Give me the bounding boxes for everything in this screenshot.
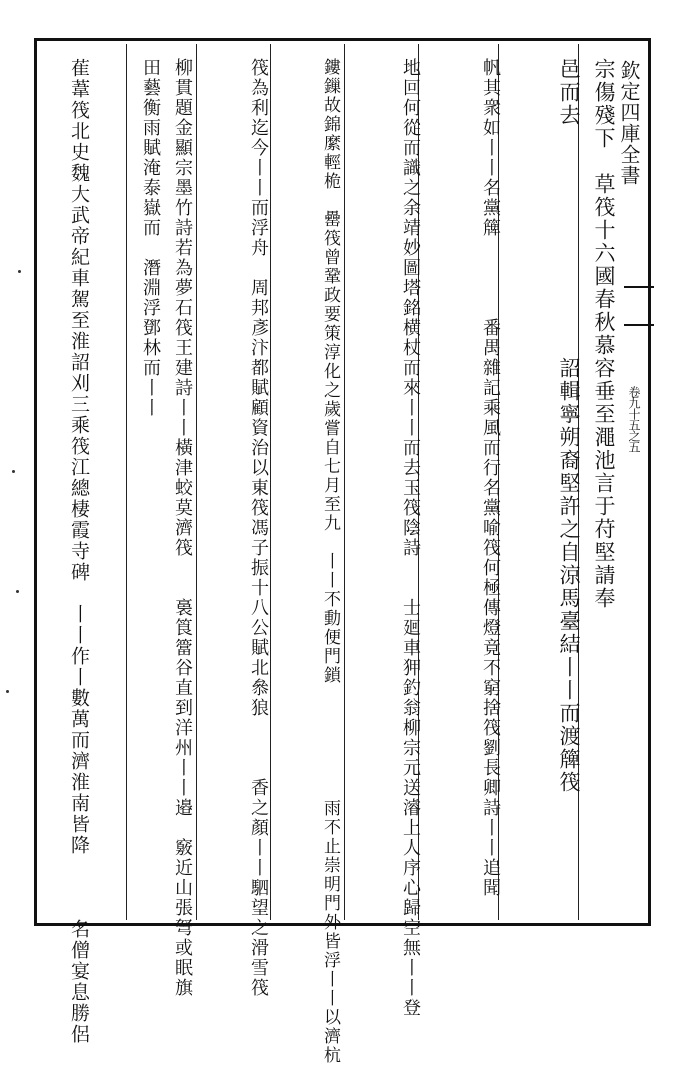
text-column-8: 田藝衡雨賦淹泰嶽而 潛淵浮鄧林而丨丨 <box>140 58 161 418</box>
text-column-2: 邑而去 詔輯寧朔裔堅許之自涼馬臺結丨丨而渡簰筏 <box>557 58 581 794</box>
scan-speck <box>16 590 19 593</box>
fishtail-mark <box>624 286 654 326</box>
scan-speck <box>12 470 15 473</box>
column-rule <box>126 44 127 920</box>
text-column-5: 鏤鏁故錦縻輕桅 罍筏曾鞏政要策淳化之歲嘗自七月至九 丨丨不動便門鎖 雨不止崇明門外皆浮丨丨以濟杭 <box>320 58 340 1065</box>
text-column-9: 萑葦筏北史魏大武帝紀車駕至淮詔刈三乘筏江總棲霞寺碑 丨丨作丨數萬而濟淮南皆降 名僧宴息勝侶 <box>68 58 90 1045</box>
text-column-1: 宗傷殘下 草筏十六國春秋慕容垂至澠池言于苻堅請奉 <box>592 58 616 610</box>
scan-speck <box>6 690 9 693</box>
scan-speck <box>18 270 21 273</box>
book-title: 欽定四庫全書 <box>617 60 641 186</box>
text-column-4: 地回何從而識之余靖妙圖塔銘横杖而來丨丨而去玉筏陰詩 士廻車狎釣翁柳宗元送濬上人序心歸空無丨丨登 <box>400 58 421 1018</box>
volume-label: 卷九十五之五 <box>627 386 641 452</box>
column-rule <box>196 44 197 920</box>
text-column-6: 筏為利迄今丨丨而浮舟 周邦彥汴都賦顧資治以東筏馮子振十八公賦北叅狼 香之顏丨丨駟望之滑雪筏 <box>248 58 269 998</box>
text-column-7: 柳貫題金顯宗墨竹詩若為夢石筏王建詩丨丨橫津蛟莫濟筏 裛筤簹谷直到洋州丨丨邉 竅近山張弩或眠旗 <box>172 58 193 998</box>
text-column-3: 帆其衆如丨丨名黨簰 番禺雜記乘風而行名黨喻筏何極傳燈竟不窮捨筏劉長卿詩丨丨追聞 <box>480 58 501 898</box>
column-rule <box>344 44 345 920</box>
column-rule <box>270 44 271 920</box>
